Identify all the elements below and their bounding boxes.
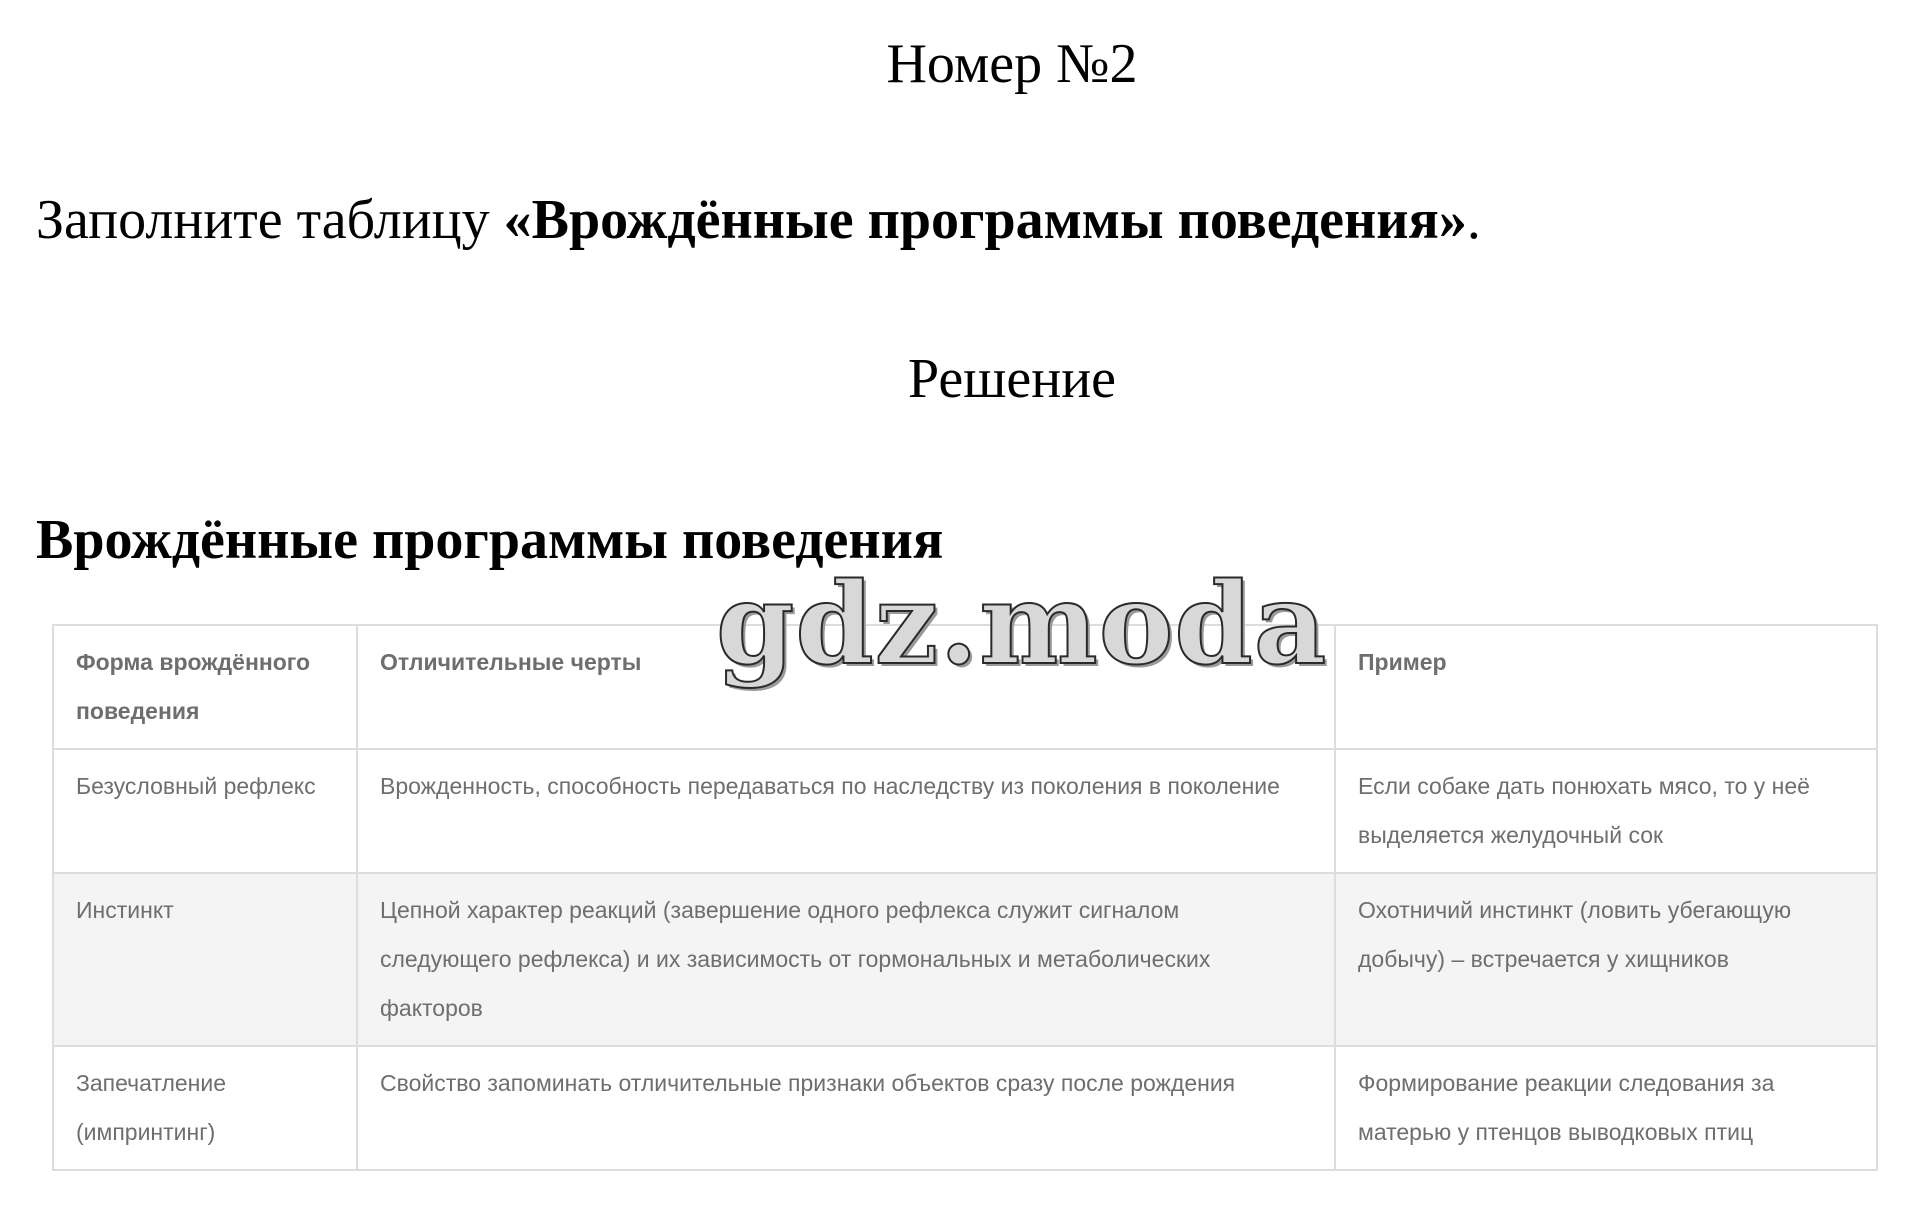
table-row <box>53 749 1877 873</box>
cell-features: Свойство запоминать отличительные признаки объектов сразу после рождения <box>357 1046 1335 1170</box>
behavior-table <box>52 624 1878 1171</box>
section-title: Врождённые программы поведения <box>36 509 944 571</box>
table-row <box>53 1046 1877 1170</box>
page-title: Номер №2 <box>886 33 1138 95</box>
cell-features: Цепной характер реакций (завершение одного рефлекса служит сигналом следующего рефлекса) и их зависимость от гормональных и метаболических факторов <box>357 873 1335 1046</box>
solution-label: Решение <box>907 348 1117 410</box>
task-text <box>36 186 1481 254</box>
task-suffix: . <box>1466 189 1481 251</box>
task-prefix: Заполните таблицу <box>36 189 504 251</box>
cell-example: Если собаке дать понюхать мясо, то у неё выделяется желудочный сок <box>1335 749 1877 873</box>
cell-form: Инстинкт <box>53 873 357 1046</box>
table-row <box>53 873 1877 1046</box>
header-features: Отличительные черты <box>357 625 1335 749</box>
header-form: Форма врождённого поведения <box>53 625 357 749</box>
header-example: Пример <box>1335 625 1877 749</box>
cell-example: Охотничий инстинкт (ловить убегающую добычу) – встречается у хищников <box>1335 873 1877 1046</box>
task-table-title: «Врождённые программы поведения» <box>503 189 1467 251</box>
watermark: gdz.moda <box>716 559 1328 690</box>
cell-form: Запечатление (импринтинг) <box>53 1046 357 1170</box>
cell-features: Врожденность, способность передаваться по наследству из поколения в поколение <box>357 749 1335 873</box>
cell-example: Формирование реакции следования за матерью у птенцов выводковых птиц <box>1335 1046 1877 1170</box>
cell-form: Безусловный рефлекс <box>53 749 357 873</box>
